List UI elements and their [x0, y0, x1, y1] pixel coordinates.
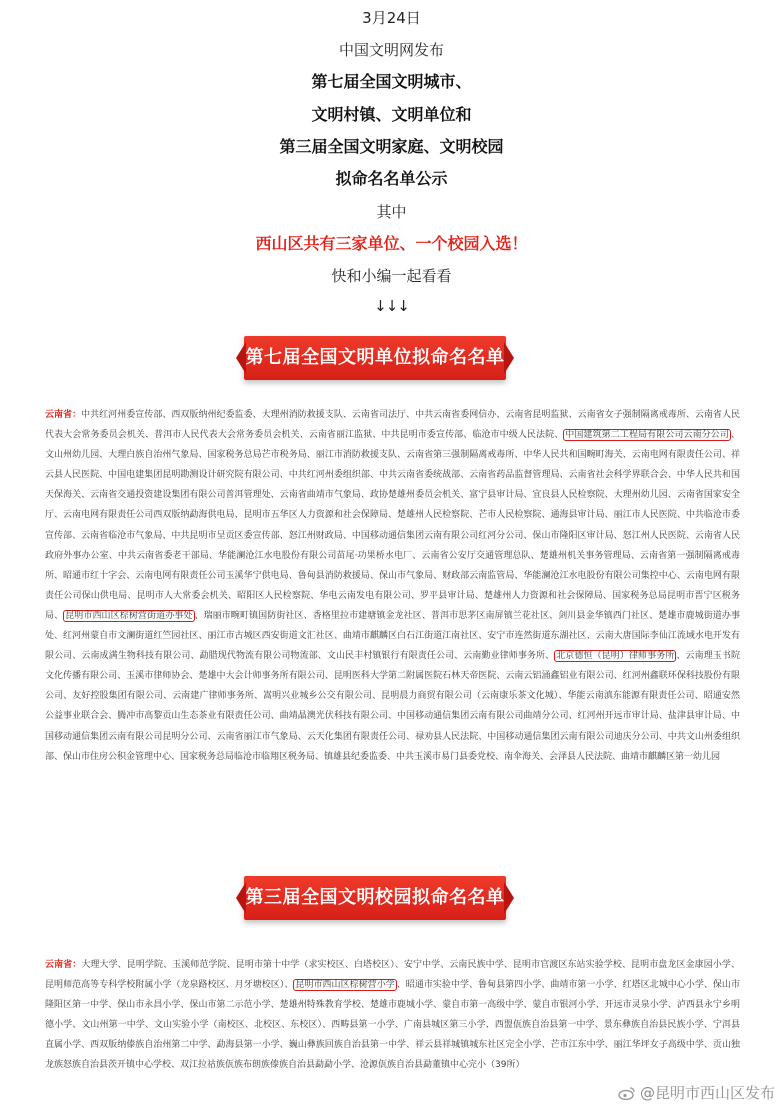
weibo-watermark: [618, 1082, 775, 1103]
highlight-box-zongshuying-school: 昆明市西山区棕树营小学: [295, 980, 395, 991]
section2-text-a: 大理大学、昆明学院、玉溪师范学院、昆明市第十中学（求实校区、白塔校区）、安宁中学、云南民族中学、昆明市官渡区东站实验学校、昆明市盘龙区金康园小学、昆明师范高等专科学校附属小学（龙泉路校区、月牙塘校区）、: [45, 960, 740, 991]
section1-list: [45, 405, 740, 767]
section1-text-a: 中共红河州委宣传部、西双版纳州纪委监委、大理州消防救援支队、云南省司法厅、中共云南省委网信办、云南省昆明监狱、云南省女子强制隔离戒毒所、云南省人民代表大会常务委员会机关、普洱市人民代表大会常务委员会机关、云南省丽江监狱、中共昆明市委宣传部、临沧市中级人民法院、: [45, 410, 740, 441]
title-line-1: 第七届全国文明城市、: [311, 72, 472, 91]
weibo-logo-icon: [618, 1086, 636, 1100]
follow-line: 快和小编一起看看: [331, 267, 452, 285]
section1-banner: [244, 336, 506, 380]
section2-banner-text: 第三届全国文明校园拟命名名单: [245, 887, 505, 908]
highlight-box-dehen-law: 北京德恒（昆明）律师事务所: [556, 651, 675, 662]
section2-text-b: 、昭通市实验中学、鲁甸县第四小学、曲靖市第一小学、红塔区北城中心小学、保山市隆阳区第一中学、保山市永昌小学、保山市第二示范小学、楚雄州特殊教育学校、楚雄市鹿城小学、蒙自市第一高级中学、蒙自市银河小学、开远市灵泉小学、泸西县永宁乡明德小学、文山州第一中学、文山实验小学（南校区、北校区、东校区）、西畴县第一小学、广南县城区第三小学、西盟佤族自治县第一中学、景东彝族自治县民族小学、宁洱县直属小学、西双版纳傣族自治州第二中学、勐海县第一小学、巍山彝族回族自治县第一中学、祥云县祥城镇城东社区完全小学、芒市江东中学、丽江华坪女子高级中学、贡山独龙族怒族自治县茨开镇中心学校、双江拉祜族佤族布朗族傣族自治县勐勐小学、沧源佤族自治县勐董镇中心完小（39所）: [45, 980, 740, 1071]
highlight-box-cscec: 中国建筑第二工程局有限公司云南分公司: [565, 430, 729, 441]
watermark-text: @昆明市西山区发布: [639, 1084, 775, 1102]
section2-province: 云南省：: [45, 960, 82, 970]
section1-province: 云南省：: [45, 410, 82, 420]
section1-banner-text: 第七届全国文明单位拟命名名单: [245, 347, 505, 368]
highlight-box-zongshuying-office: 昆明市西山区棕树营街道办事处: [65, 610, 193, 621]
highlight-line: 西山区共有三家单位、一个校园入选！: [255, 234, 528, 253]
down-arrows-icon: ↓↓↓: [374, 297, 409, 315]
title-line-4: 拟命名名单公示: [335, 169, 448, 188]
date-line: 3月24日: [362, 9, 421, 27]
section2-banner: [244, 876, 506, 920]
section2-list: [45, 955, 740, 1076]
section1-text-c: 、瑞丽市畹町镇国防街社区、香格里拉市建塘镇金龙社区、普洱市思茅区南屏镇兰花社区、剑川县金华镇西门社区、楚雄市鹿城街道办事处、红河州蒙自市文澜街道红竺园社区、丽江市古城区西安街道文汇社区、曲靖市麒麟区白石江街道江南社区、安宁市连然街道东湖社区、云南大唐国际李仙江流域水电开发有限公司、云南成满生物科技有限公司、勐腊现代物流有限公司物流部、文山民丰村镇银行有限责任公司、云南勤业律师事务所、: [45, 610, 740, 662]
section1-text-b: 、文山州幼儿园、大理白族自治州气象局、国家税务总局芒市税务局、丽江市消防救援支队、云南省第三强制隔离戒毒所、中华人民共和国畹町海关、云南电网有限责任公司、祥云县人民医院、中国电建集团昆明勘测设计研究院有限公司、中共红河州委组织部、中共云南省委统战部、云南省药品监督管理局、云南省社会科学界联合会、中华人民共和国天保海关、云南省交通投资建设集团有限公司普洱管理处、云南省曲靖市气象局、政协楚雄州委员会机关、富宁县审计局、宜良县人民检察院、大理州幼儿园、云南省国家安全厅、云南电网有限责任公司西双版纳勐海供电局、昆明市五华区人力资源和社会保障局、楚雄州人民检察院、芒市人民检察院、通海县审计局、丽江市人民医院、中共临沧市委宣传部、云南省临沧市气象局、中共昆明市呈贡区委宣传部、怒江州财政局、中国移动通信集团云南有限公司红河分公司、保山市隆阳区审计局、怒江州人民医院、云南省人民政府外事办公室、中共云南省委老干部局、华能澜沧江水电股份有限公司苗尾·功果桥水电厂、云南省公安厅交通管理总队、楚雄州机关事务管理局、云南省第一强制隔离戒毒所、昭通市红十字会、云南电网有限责任公司玉溪华宁供电局、鲁甸县消防救援局、保山市气象局、财政部云南监管局、华能澜沧江水电股份有限公司集控中心、云南电网有限责任公司保山供电局、昆明市人大常委会机关、昭阳区人民检察院、华电云南发电有限公司、罗平县审计局、楚雄州人力资源和社会保障局、国家税务总局昆明市晋宁区税务局、: [45, 430, 740, 621]
publisher-line: 中国文明网发布: [338, 41, 444, 59]
title-line-3: 第三届全国文明家庭、文明校园: [279, 137, 504, 156]
section1-text-d: 、云南理玉书院文化传播有限公司、玉溪市律师协会、楚雄中大会计师事务所有限公司、昆明医科大学第二附属医院石林天帝医院、云南云铝涌鑫铝业有限公司、红河州鑫联环保科技股份有限公司、友好控股集团有限公司、云南建广律师事务所、嵩明兴业城乡公交有限公司、昆明晨力商贸有限公司（云南康乐茶文化城）、华能云南滇东能源有限责任公司、昭通安然公益事业联合会、腾冲市高黎贡山生态茶业有限责任公司、曲靖晶澳光伏科技有限公司、中国移动通信集团云南有限公司曲靖分公司、红河州开远市审计局、盐津县审计局、中国移动通信集团云南有限公司昆明分公司、云南省丽江市气象局、云天化集团有限责任公司、禄劝县人民法院、中国移动通信集团云南有限公司迪庆分公司、中共文山州委组织部、保山市住房公积金管理中心、国家税务总局临沧市临翔区税务局、镇雄县纪委监委、中共玉溪市易门县委党校、南伞海关、会泽县人民法院、曲靖市麒麟区第一幼儿园: [45, 651, 740, 762]
title-line-2: 文明村镇、文明单位和: [311, 105, 472, 124]
among-line: 其中: [376, 203, 407, 221]
